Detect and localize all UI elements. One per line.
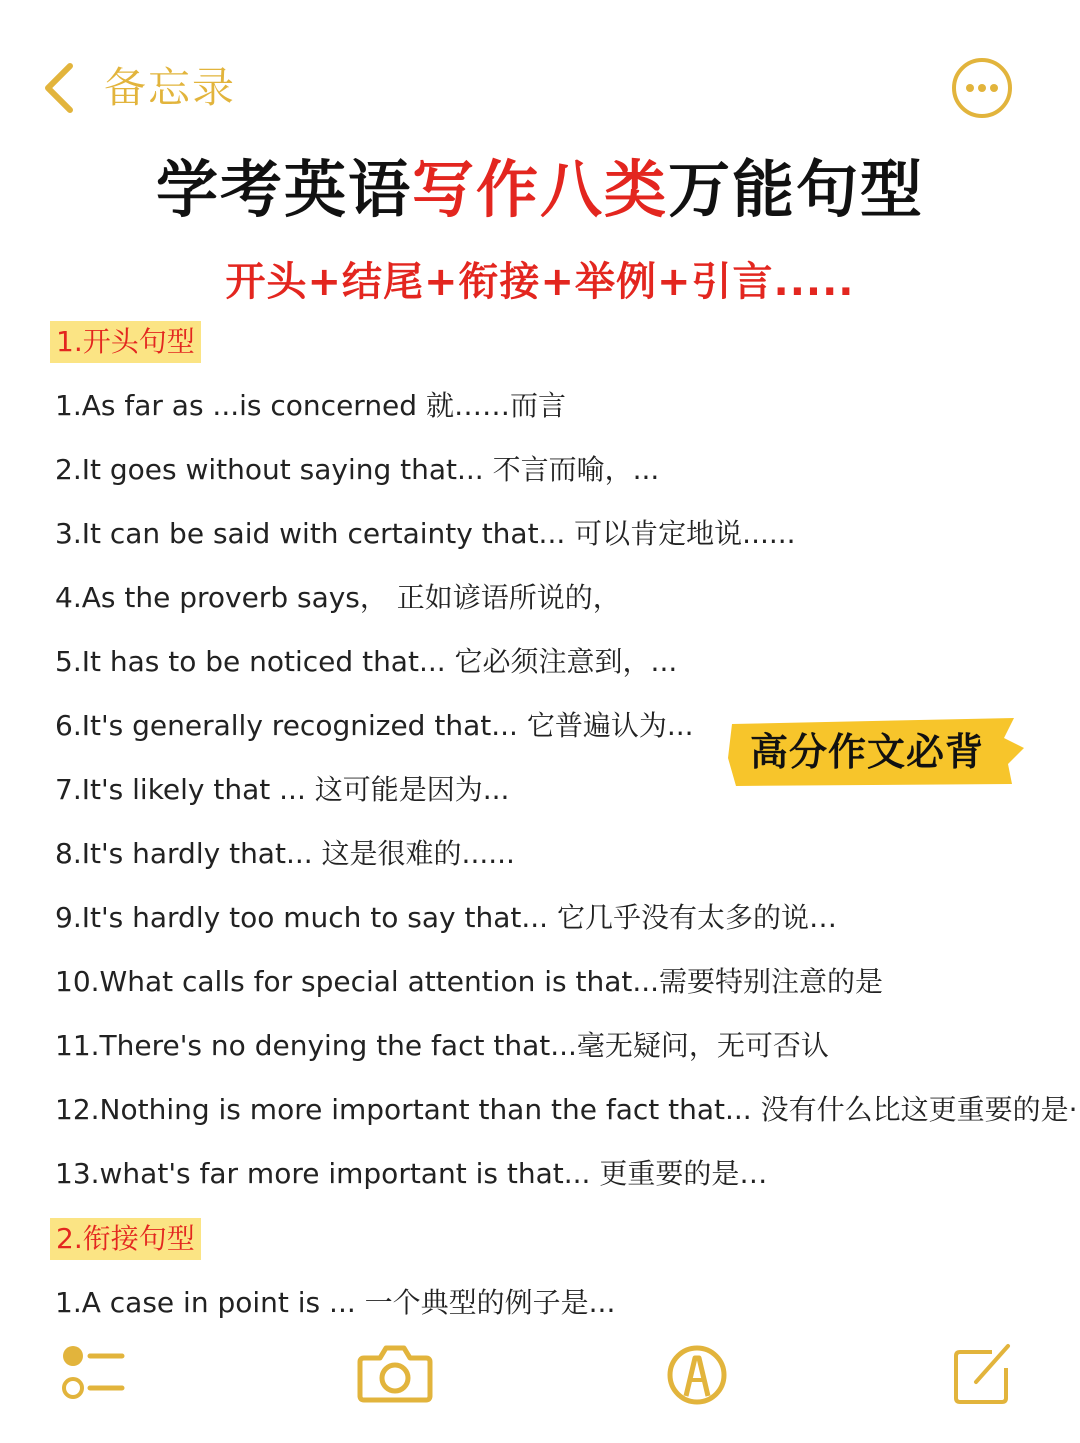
back-button-label[interactable]: 备忘录: [104, 63, 237, 112]
page-subtitle: 开头+结尾+衔接+举例+引言.....: [225, 259, 855, 305]
title-part-1: 学考英语: [155, 153, 412, 226]
section-heading-opening: 1.开头句型: [50, 321, 201, 363]
section-heading-transition: 2.衔接句型: [50, 1218, 201, 1260]
compose-icon[interactable]: [952, 1338, 1014, 1412]
nav-bar: [0, 40, 1080, 140]
list-item: 2.It goes without saying that... 不言而喻，...: [55, 453, 660, 486]
more-dots-icon[interactable]: [950, 56, 1014, 120]
list-item: 7.It's likely that ... 这可能是因为...: [55, 773, 510, 806]
list-item: 6.It's generally recognized that... 它普遍认为...: [55, 709, 694, 742]
chevron-left-icon[interactable]: [38, 60, 82, 116]
list-item: 4.As the proverb says， 正如谚语所说的，: [55, 581, 621, 614]
page-title: [0, 150, 1080, 230]
list-item: 8.It's hardly that... 这是很难的......: [55, 837, 515, 870]
list-item: 10.What calls for special attention is that...需要特别注意的是: [55, 965, 884, 998]
list-item: 9.It's hardly too much to say that... 它几乎没有太多的说…: [55, 901, 837, 934]
bottom-toolbar: [0, 1330, 1080, 1420]
camera-icon[interactable]: [356, 1338, 434, 1412]
list-item: 1.A case in point is ... 一个典型的例子是...: [55, 1286, 616, 1319]
list-item: 5.It has to be noticed that... 它必须注意到，...: [55, 645, 678, 678]
list-item: 1.As far as ...is concerned 就……而言: [55, 389, 566, 422]
title-part-2: 写作八类: [411, 153, 668, 226]
badge-text: 高分作文必背: [749, 730, 984, 774]
title-part-3: 万能句型: [668, 153, 925, 226]
list-item: 12.Nothing is more important than the fact that... 没有什么比这更重要的是·: [55, 1093, 1078, 1126]
highlight-badge: [728, 718, 1024, 786]
list-item: 13.what's far more important is that... 更重要的是…: [55, 1157, 768, 1190]
markup-pen-icon[interactable]: [664, 1338, 730, 1412]
checklist-icon[interactable]: [58, 1338, 128, 1412]
list-item: 11.There's no denying the fact that...毫无疑问，无可否认: [55, 1029, 829, 1062]
list-item: 3.It can be said with certainty that... 可以肯定地说......: [55, 517, 796, 550]
